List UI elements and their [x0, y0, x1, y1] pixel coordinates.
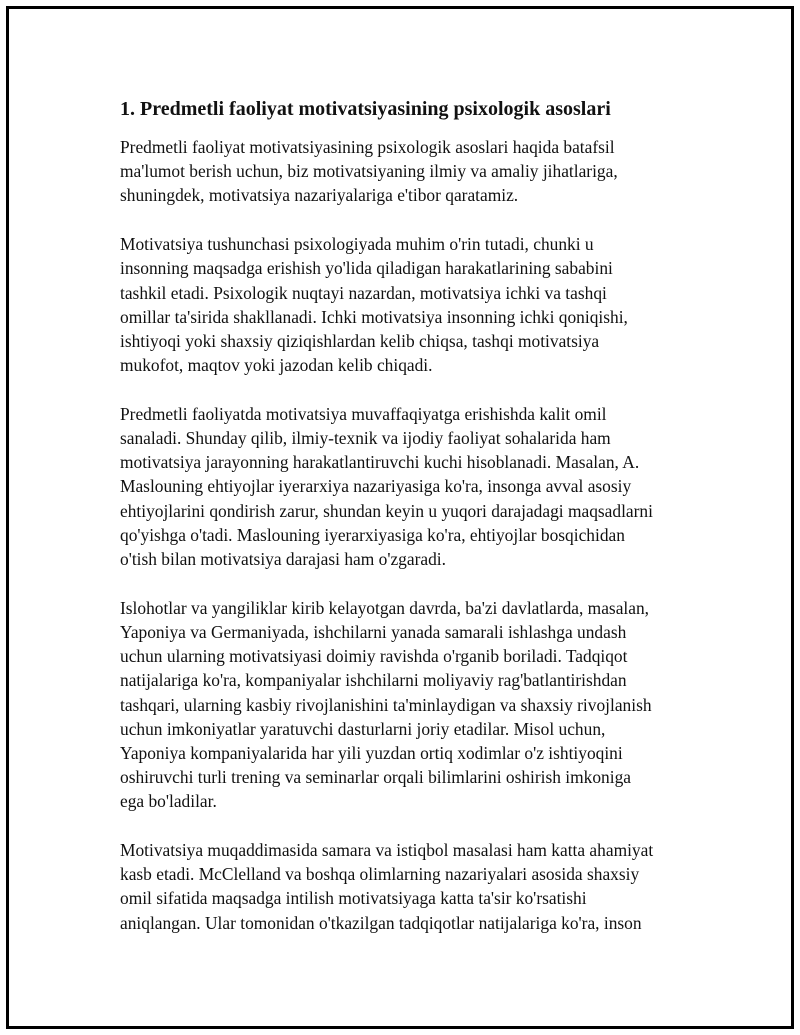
- paragraph-line: mukofot, maqtov yoki jazodan kelib chiqadi.: [120, 355, 433, 376]
- paragraph: [120, 402, 695, 571]
- paragraph-line: natijalariga ko'ra, kompaniyalar ishchilarni moliyaviy rag'batlantirishdan: [120, 670, 627, 691]
- paragraph-line: Predmetli faoliyat motivatsiyasining psixologik asoslari haqida batafsil: [120, 137, 615, 157]
- section-heading: 1. Predmetli faoliyat motivatsiyasining psixologik asoslari: [120, 98, 611, 120]
- paragraph-line: Motivatsiya tushunchasi psixologiyada muhim o'rin tutadi, chunki u: [120, 234, 594, 255]
- paragraph-line: Motivatsiya muqaddimasida samara va istiqbol masalasi ham katta ahamiyat: [120, 840, 654, 861]
- paragraph-line: o'tish bilan motivatsiya darajasi ham o'zgaradi.: [120, 549, 446, 570]
- paragraph-line: ma'lumot berish uchun, biz motivatsiyaning ilmiy va amaliy jihatlariga,: [120, 161, 618, 182]
- paragraph-line: Islohotlar va yangiliklar kirib kelayotgan davrda, ba'zi davlatlarda, masalan,: [120, 597, 650, 618]
- paragraph-line: ehtiyojlarini qondirish zarur, shundan keyin u yuqori darajadagi maqsadlarni: [120, 500, 653, 521]
- paragraph-line: omillar ta'sirida shakllanadi. Ichki motivatsiya insonning ichki qoniqishi,: [120, 306, 628, 327]
- paragraph: [120, 135, 695, 208]
- paragraph-line: aniqlangan. Ular tomonidan o'tkazilgan tadqiqotlar natijalariga ko'ra, inson: [120, 912, 642, 933]
- paragraph-line: oshiruvchi turli trening va seminarlar orqali bilimlarini oshirish imkoniga: [120, 767, 631, 788]
- document-content: [120, 97, 695, 959]
- paragraph-line: ega bo'ladilar.: [120, 791, 217, 812]
- paragraph-line: motivatsiya jarayonning harakatlantiruvchi kuchi hisoblanadi. Masalan, A.: [120, 452, 640, 473]
- paragraph-line: insonning maqsadga erishish yo'lida qiladigan harakatlarining sababini: [120, 258, 613, 279]
- paragraph-line: Predmetli faoliyatda motivatsiya muvaffaqiyatga erishishda kalit omil: [120, 403, 607, 424]
- paragraph-line: Yaponiya va Germaniyada, ishchilarni yanada samarali ishlashga undash: [120, 621, 627, 642]
- paragraph-list: [120, 135, 695, 935]
- paragraph-line: omil sifatida maqsadga intilish motivatsiyaga katta ta'sir ko'rsatishi: [120, 888, 587, 909]
- paragraph-line: Maslouning ehtiyojlar iyerarxiya nazariyasiga ko'ra, insonga avval asosiy: [120, 476, 632, 497]
- paragraph-line: Yaponiya kompaniyalarida har yili yuzdan ortiq xodimlar o'z ishtiyoqini: [120, 742, 623, 763]
- paragraph: [120, 838, 695, 935]
- paragraph-line: qo'yishga o'tadi. Maslouning iyerarxiyasiga ko'ra, ehtiyojlar bosqichidan: [120, 524, 625, 545]
- paragraph-line: shuningdek, motivatsiya nazariyalariga e'tibor qaratamiz.: [120, 185, 519, 206]
- paragraph: [120, 596, 695, 814]
- paragraph-line: kasb etadi. McClelland va boshqa olimlarning nazariyalari asosida shaxsiy: [120, 864, 640, 885]
- paragraph-line: tashkil etadi. Psixologik nuqtayi nazardan, motivatsiya ichki va tashqi: [120, 282, 607, 303]
- paragraph-line: sanaladi. Shunday qilib, ilmiy-texnik va ijodiy faoliyat sohalarida ham: [120, 428, 611, 449]
- paragraph-line: tashqari, ularning kasbiy rivojlanishini ta'minlaydigan va shaxsiy rivojlanish: [120, 694, 652, 715]
- document-page: [6, 6, 794, 1029]
- paragraph-line: ishtiyoqi yoki shaxsiy qiziqishlardan kelib chiqsa, tashqi motivatsiya: [120, 330, 600, 351]
- paragraph-line: uchun imkoniyatlar yaratuvchi dasturlarni joriy etadilar. Misol uchun,: [120, 718, 606, 739]
- paragraph: [120, 232, 695, 377]
- paragraph-line: uchun ularning motivatsiyasi doimiy ravishda o'rganib boriladi. Tadqiqot: [120, 646, 628, 667]
